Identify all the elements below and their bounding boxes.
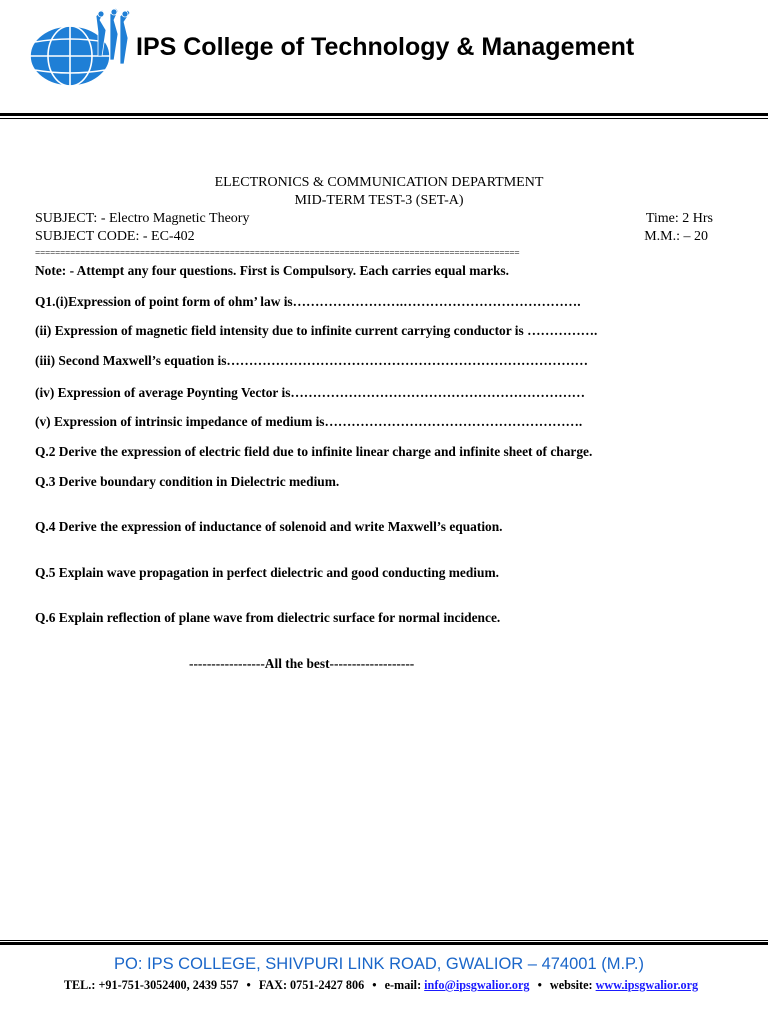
footer-email-link[interactable]: info@ipsgwalior.org	[424, 978, 530, 992]
instructions-note: Note: - Attempt any four questions. First is Compulsory. Each carries equal marks.	[35, 263, 509, 278]
question-item: Q1.(i)Expression of point form of ohm’ law is…………………….………………………………….	[35, 294, 581, 309]
bullet: •	[372, 978, 377, 992]
question-item: (iii) Second Maxwell’s equation is………………………………………………………………………	[35, 353, 588, 368]
question-item: (iv) Expression of average Poynting Vector is…………………………………………………………	[35, 385, 585, 400]
bullet: •	[537, 978, 542, 992]
footer-contact	[0, 978, 762, 993]
question-item: (ii) Expression of magnetic field intensity due to infinite current carrying conductor is …………….	[35, 323, 598, 338]
question-item: Q.3 Derive boundary condition in Dielectric medium.	[35, 474, 340, 489]
header-rule-thick	[0, 113, 768, 116]
footer-tel: TEL.: +91-751-3052400, 2439 557	[63, 978, 239, 992]
subject-line: SUBJECT: - Electro Magnetic Theory	[35, 211, 250, 226]
question-item: Q.2 Derive the expression of electric field due to infinite linear charge and infinite sheet of charge.	[35, 444, 593, 459]
footer-website-label: website:	[549, 978, 593, 992]
footer-rule-thick	[0, 942, 768, 945]
footer-address: PO: IPS COLLEGE, SHIVPURI LINK ROAD, GWALIOR – 474001 (M.P.)	[113, 955, 644, 973]
max-marks-line: M.M.: – 20	[644, 229, 708, 244]
header-rule-thin	[0, 118, 768, 119]
question-item: Q.4 Derive the expression of inductance of solenoid and write Maxwell’s equation.	[35, 519, 503, 534]
footer-fax: FAX: 0751-2427 806	[258, 978, 365, 992]
test-title: MID-TERM TEST-3 (SET-A)	[294, 193, 464, 208]
college-logo	[28, 8, 138, 92]
footer-email-label: e-mail:	[384, 978, 422, 992]
bullet: •	[246, 978, 251, 992]
closing-line: -----------------All the best-------------------	[189, 656, 415, 671]
question-item: (v) Expression of intrinsic impedance of medium is………………………………………………….	[35, 414, 583, 429]
footer-website-link[interactable]: www.ipsgwalior.org	[595, 978, 699, 992]
time-line: Time: 2 Hrs	[645, 211, 713, 226]
question-item: Q.6 Explain reflection of plane wave from dielectric surface for normal incidence.	[35, 610, 501, 625]
college-name: IPS College of Technology & Management	[136, 33, 635, 61]
subject-code-line: SUBJECT CODE: - EC-402	[35, 229, 195, 244]
separator-rule: =================================================================================================	[35, 249, 520, 259]
department-title: ELECTRONICS & COMMUNICATION DEPARTMENT	[214, 175, 544, 190]
question-item: Q.5 Explain wave propagation in perfect dielectric and good conducting medium.	[35, 565, 499, 580]
footer-rule-thin	[0, 940, 768, 941]
